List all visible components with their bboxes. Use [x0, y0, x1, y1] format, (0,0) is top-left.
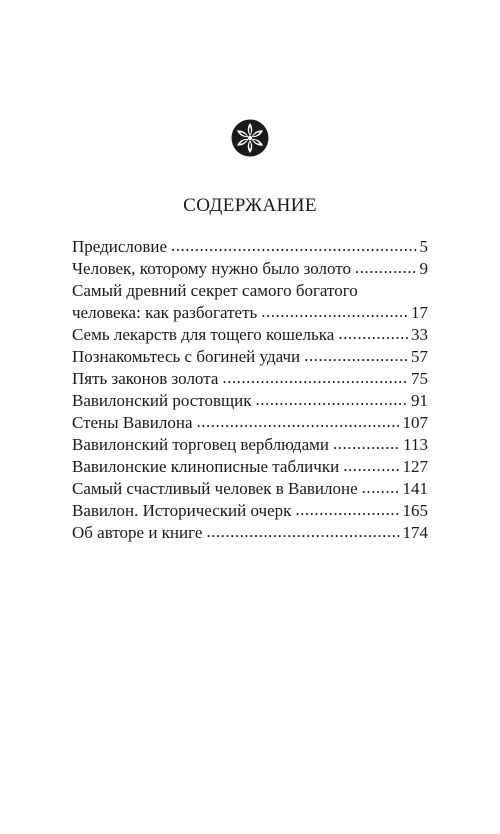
toc-entry-title: Вавилон. Исторический очерк	[72, 501, 292, 520]
toc-leader-dots	[362, 477, 400, 499]
toc-entry-page: 17	[411, 303, 428, 322]
toc-entry-page: 57	[411, 347, 428, 366]
toc-entry-page: 113	[403, 435, 428, 454]
toc-entry-five-laws[interactable]	[72, 368, 428, 390]
toc-entry-title: Познакомьтесь с богиней удачи	[72, 347, 301, 366]
toc-entry-title: Семь лекарств для тощего кошелька	[72, 325, 335, 344]
toc-entry-seven-cures[interactable]	[72, 324, 428, 346]
toc-leader-dots	[338, 323, 408, 345]
toc-leader-dots	[197, 411, 400, 433]
toc-entry-gold-lender[interactable]	[72, 390, 428, 412]
rosette-ornament-icon	[231, 119, 269, 157]
toc-entry-camel-trader[interactable]	[72, 434, 428, 456]
toc-entry-page: 75	[411, 369, 428, 388]
toc-leader-dots	[206, 521, 399, 543]
toc-entry-page: 91	[411, 391, 428, 410]
toc-leader-dots	[343, 455, 399, 477]
toc-entry-page: 9	[419, 259, 428, 278]
toc-leader-dots	[355, 257, 417, 279]
toc-entry-luckiest-man[interactable]	[72, 478, 428, 500]
toc-entry-page: 33	[411, 325, 428, 344]
toc-leader-dots	[261, 301, 408, 323]
toc-leader-dots	[333, 433, 400, 455]
toc-entry-title: Пять законов золота	[72, 369, 219, 388]
toc-entry-page: 127	[402, 457, 428, 476]
toc-entry-walls[interactable]	[72, 412, 428, 434]
toc-entry-title: Предисловие	[72, 237, 168, 256]
toc-entry-page: 141	[402, 479, 428, 498]
toc-entry-title: Стены Вавилона	[72, 413, 193, 432]
toc-leader-dots	[171, 235, 416, 257]
toc-entry-title: Человек, которому нужно было золото	[72, 259, 351, 278]
table-of-contents	[72, 236, 428, 544]
toc-entry-man-who-desired-gold[interactable]	[72, 258, 428, 280]
toc-entry-page: 174	[402, 523, 428, 542]
toc-entry-page: 165	[402, 501, 428, 520]
toc-entry-historical-sketch[interactable]	[72, 500, 428, 522]
toc-entry-clay-tablets[interactable]	[72, 456, 428, 478]
toc-entry-about-author[interactable]	[72, 522, 428, 544]
toc-entry-title: Об авторе и книге	[72, 523, 203, 542]
toc-entry-title-line1: Самый древний секрет самого богатого	[72, 281, 358, 300]
toc-entry-title: Вавилонский торговец верблюдами	[72, 435, 329, 454]
toc-entry-title: Самый счастливый человек в Вавилоне	[72, 479, 358, 498]
toc-entry-title: Вавилонский ростовщик	[72, 391, 252, 410]
toc-entry-goddess-of-luck[interactable]	[72, 346, 428, 368]
toc-heading: СОДЕРЖАНИЕ	[183, 195, 317, 216]
toc-leader-dots	[304, 345, 408, 367]
toc-leader-dots	[222, 367, 408, 389]
toc-entry-title: Вавилонские клинописные таблички	[72, 457, 340, 476]
toc-entry-title: человека: как разбогатеть	[72, 303, 258, 322]
toc-leader-dots	[295, 499, 399, 521]
toc-entry-preface[interactable]	[72, 236, 428, 258]
toc-leader-dots	[256, 389, 409, 411]
toc-entry-page: 5	[419, 237, 428, 256]
toc-entry-page: 107	[402, 413, 428, 432]
toc-entry-oldest-secret[interactable]	[72, 280, 428, 324]
